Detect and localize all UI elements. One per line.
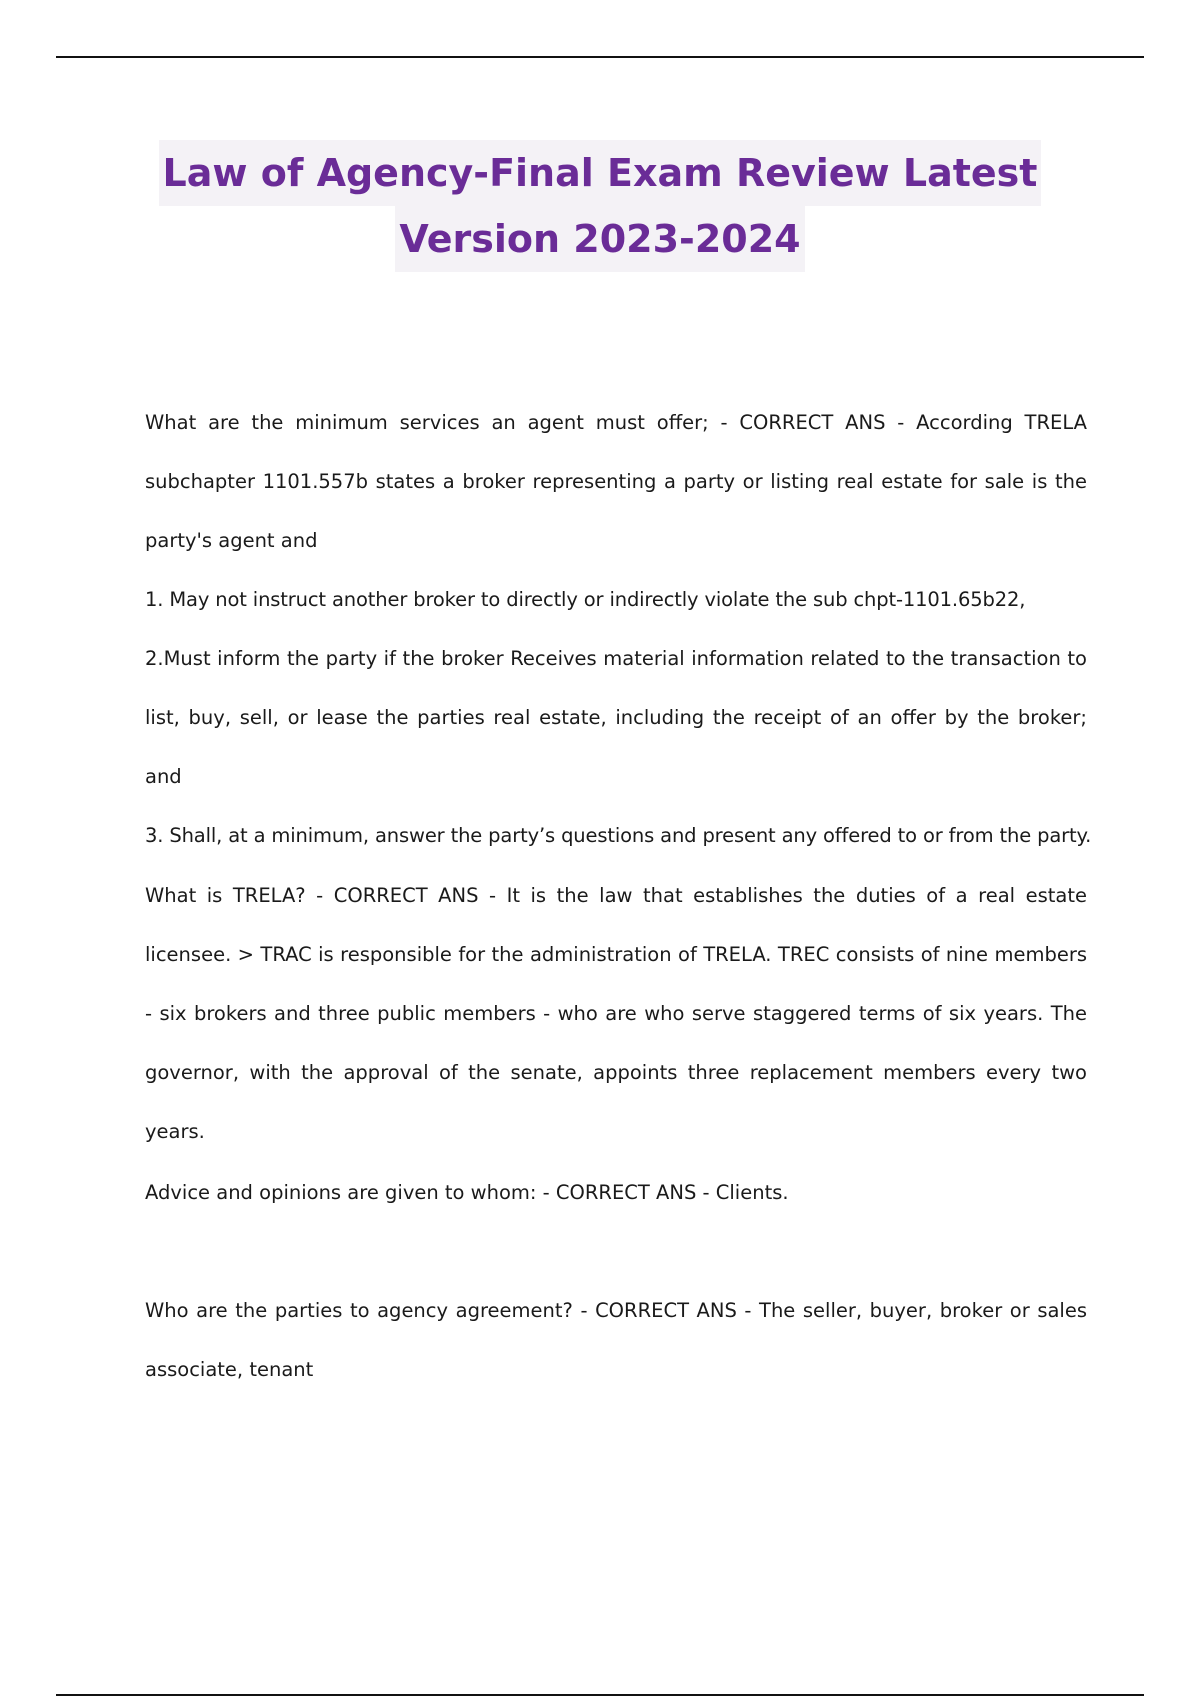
qa-question-answer: What is TRELA? - CORRECT ANS - It is the law that establishes the duties of a real estate licensee. > TRAC is responsible for the administration of TRELA. TREC consists of nine members - six brokers and three public members - who are who serve staggered terms of six years. The governor, with the approval of the senate, appoints three replacement members every two years.	[145, 884, 1087, 1143]
qa-question-answer: Who are the parties to agency agreement? - CORRECT ANS - The seller, buyer, broker or sales associate, tenant	[145, 1299, 1087, 1381]
qa-question-answer: What are the minimum services an agent must offer; - CORRECT ANS - According TRELA subchapter 1101.557b states a broker representing a party or listing real estate for sale is the party's agent and	[145, 411, 1087, 552]
qa-block-minimum-services	[145, 393, 1092, 865]
list-item: 2.Must inform the party if the broker Receives material information related to the transaction to list, buy, sell, or lease the parties real estate, including the receipt of an offer by the broker; and	[145, 647, 1087, 788]
qa-block-advice-opinions	[145, 1163, 1087, 1222]
qa-block-agency-parties	[145, 1281, 1087, 1399]
bottom-rule	[56, 1694, 1144, 1696]
list-item: 3. Shall, at a minimum, answer the party’s questions and present any offered to or from the party.	[145, 824, 1092, 847]
title-line-1: Law of Agency-Final Exam Review Latest	[159, 140, 1042, 206]
list-item: 1. May not instruct another broker to directly or indirectly violate the sub chpt-1101.65b22,	[145, 588, 1026, 611]
top-rule	[56, 56, 1144, 58]
qa-question-answer: Advice and opinions are given to whom: - CORRECT ANS - Clients.	[145, 1181, 789, 1204]
qa-block-what-is-trela	[145, 866, 1087, 1161]
document-title	[0, 140, 1200, 272]
title-line-2: Version 2023-2024	[395, 206, 804, 272]
